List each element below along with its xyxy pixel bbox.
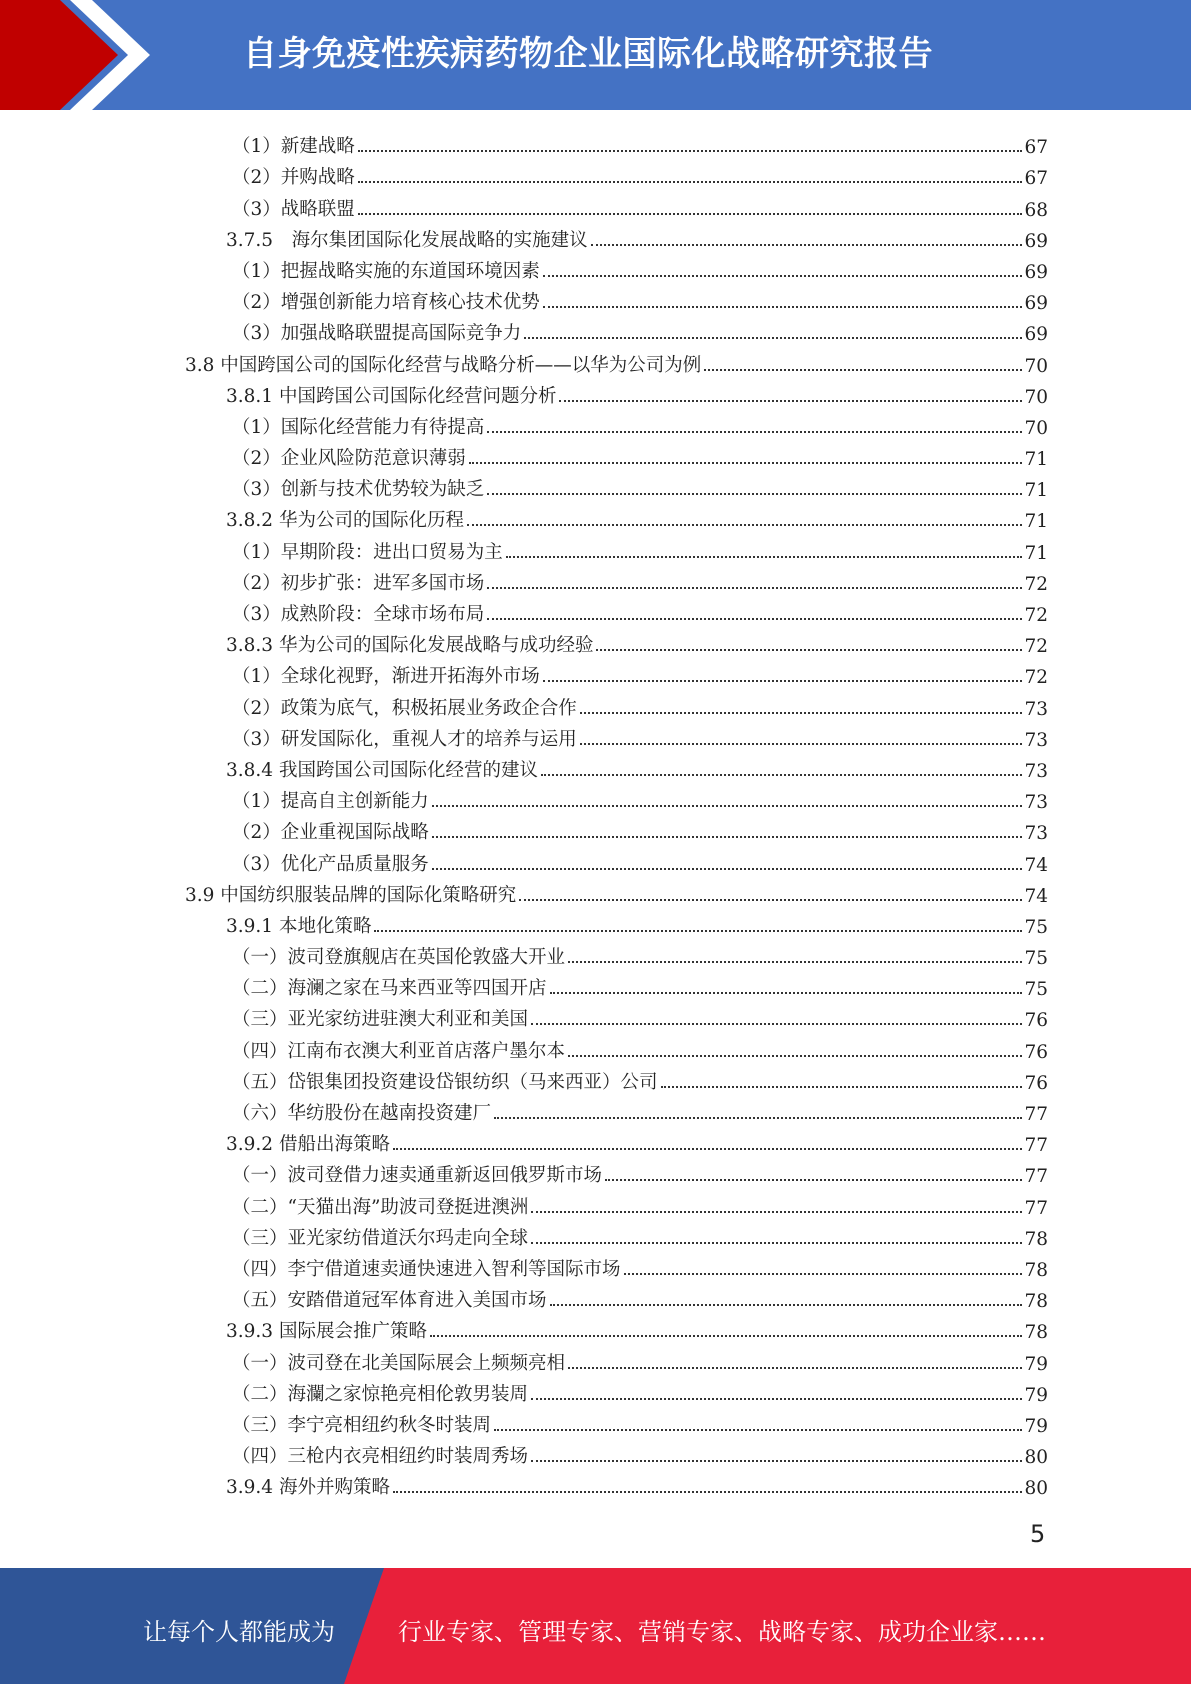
toc-entry-label: （2）企业风险防范意识薄弱 <box>232 448 466 470</box>
toc-entry-page-number: 78 <box>1024 1259 1048 1281</box>
toc-entry-label: （2）企业重视国际战略 <box>232 822 429 844</box>
toc-entry[interactable] <box>0 221 1048 252</box>
toc-entry-label: 3.9.1 本地化策略 <box>226 915 372 937</box>
toc-entry-page-number: 71 <box>1024 542 1048 564</box>
toc-entry[interactable] <box>0 751 1048 782</box>
toc-dot-leader <box>550 1304 1023 1306</box>
toc-dot-leader <box>580 712 1023 714</box>
toc-entry[interactable] <box>0 158 1048 189</box>
footer-slogan-right: 行业专家、管理专家、营销专家、战略专家、成功企业家…… <box>398 1618 1046 1646</box>
toc-entry-label: （3）优化产品质量服务 <box>232 853 429 875</box>
toc-entry[interactable] <box>0 283 1048 314</box>
toc-entry-page-number: 79 <box>1024 1384 1048 1406</box>
toc-entry[interactable] <box>0 470 1048 501</box>
toc-dot-leader <box>568 1367 1022 1369</box>
toc-entry-page-number: 78 <box>1024 1291 1048 1313</box>
toc-entry-label: 3.8.1 中国跨国公司国际化经营问题分析 <box>226 385 557 407</box>
toc-dot-leader <box>605 1179 1022 1181</box>
toc-entry-page-number: 70 <box>1024 355 1048 377</box>
toc-entry-label: （3）研发国际化，重视人才的培养与运用 <box>232 728 577 750</box>
toc-entry-label: （3）战略联盟 <box>232 198 355 220</box>
toc-dot-leader <box>469 462 1023 464</box>
toc-dot-leader <box>568 1055 1022 1057</box>
toc-entry-page-number: 78 <box>1024 1322 1048 1344</box>
toc-entry-page-number: 73 <box>1024 823 1048 845</box>
toc-entry[interactable] <box>0 782 1048 813</box>
toc-entry[interactable] <box>0 252 1048 283</box>
toc-entry-page-number: 80 <box>1024 1478 1048 1500</box>
toc-dot-leader <box>487 431 1022 433</box>
toc-entry[interactable] <box>0 1281 1048 1312</box>
toc-dot-leader <box>543 680 1023 682</box>
toc-dot-leader <box>393 1148 1022 1150</box>
toc-entry[interactable] <box>0 657 1048 688</box>
report-title: 自身免疫性疾病药物企业国际化战略研究报告 <box>243 34 933 74</box>
toc-entry-page-number: 80 <box>1024 1447 1048 1469</box>
toc-dot-leader <box>506 556 1023 558</box>
toc-entry-page-number: 77 <box>1024 1166 1048 1188</box>
toc-dot-leader <box>494 1117 1022 1119</box>
toc-dot-leader <box>559 400 1022 402</box>
toc-entry-page-number: 71 <box>1024 480 1048 502</box>
toc-entry-page-number: 76 <box>1024 1010 1048 1032</box>
toc-entry-label: （五）安踏借道冠军体育进入美国市场 <box>232 1290 547 1312</box>
toc-entry[interactable] <box>0 1219 1048 1250</box>
toc-entry-label: （1）全球化视野，渐进开拓海外市场 <box>232 666 540 688</box>
toc-entry-label: （一）波司登借力速卖通重新返回俄罗斯市场 <box>232 1165 603 1187</box>
toc-entry[interactable] <box>0 439 1048 470</box>
toc-entry[interactable] <box>0 345 1048 376</box>
toc-entry-page-number: 76 <box>1024 1072 1048 1094</box>
toc-dot-leader <box>432 805 1023 807</box>
toc-dot-leader <box>543 306 1023 308</box>
toc-entry-label: （四）江南布衣澳大利亚首店落户墨尔本 <box>232 1040 566 1062</box>
toc-dot-leader <box>494 1429 1022 1431</box>
toc-entry-page-number: 72 <box>1024 605 1048 626</box>
toc-entry[interactable] <box>0 532 1048 563</box>
toc-entry[interactable] <box>0 969 1048 1000</box>
toc-dot-leader <box>531 1460 1022 1462</box>
toc-entry-label: （二）海澜之家在马来西亚等四国开店 <box>232 978 547 1000</box>
toc-dot-leader <box>531 1211 1022 1213</box>
toc-entry-page-number: 77 <box>1024 1135 1048 1157</box>
toc-entry[interactable] <box>0 1156 1048 1187</box>
toc-entry-label: （2）并购战略 <box>232 167 355 189</box>
toc-dot-leader <box>430 1335 1022 1337</box>
toc-entry-label: （六）华纺股份在越南投资建厂 <box>232 1103 492 1124</box>
toc-entry-page-number: 75 <box>1024 916 1048 938</box>
toc-entry-label: （3）成熟阶段：全球市场布局 <box>232 604 485 625</box>
toc-entry-page-number: 76 <box>1024 1041 1048 1063</box>
toc-dot-leader <box>543 275 1023 277</box>
toc-entry[interactable] <box>0 1250 1048 1281</box>
toc-entry-label: （五）岱银集团投资建设岱银纺织（马来西亚）公司 <box>232 1071 658 1093</box>
toc-entry-page-number: 73 <box>1024 729 1048 751</box>
toc-entry-label: （三）亚光家纺借道沃尔玛走向全球 <box>232 1227 529 1249</box>
toc-dot-leader <box>358 181 1023 183</box>
toc-entry[interactable] <box>0 1063 1048 1094</box>
toc-dot-leader <box>591 244 1023 246</box>
toc-entry-label: （四）李宁借道速卖通快速进入智利等国际市场 <box>232 1258 621 1280</box>
toc-entry[interactable] <box>0 907 1048 938</box>
toc-entry[interactable] <box>0 876 1048 907</box>
toc-entry[interactable] <box>0 1468 1048 1499</box>
toc-entry[interactable] <box>0 314 1048 345</box>
toc-dot-leader <box>487 587 1022 589</box>
footer-slogan-left: 让每个人都能成为 <box>143 1618 335 1646</box>
toc-entry-page-number: 74 <box>1024 885 1048 907</box>
toc-dot-leader <box>704 369 1022 371</box>
toc-entry[interactable] <box>0 189 1048 220</box>
toc-entry-label: （一）波司登在北美国际展会上频频亮相 <box>232 1352 566 1374</box>
toc-entry-page-number: 77 <box>1024 1197 1048 1219</box>
toc-entry-page-number: 77 <box>1024 1104 1048 1125</box>
toc-entry-page-number: 70 <box>1024 386 1048 408</box>
toc-entry-label: 3.8 中国跨国公司的国际化经营与战略分析——以华为公司为例 <box>185 354 702 376</box>
toc-entry[interactable] <box>0 688 1048 719</box>
toc-dot-leader <box>531 1398 1022 1400</box>
toc-entry-page-number: 72 <box>1024 636 1048 658</box>
toc-entry-page-number: 69 <box>1024 230 1048 252</box>
toc-dot-leader <box>467 524 1022 526</box>
toc-entry-label: （三）李宁亮相纽约秋冬时装周 <box>232 1414 492 1436</box>
toc-entry[interactable] <box>0 1406 1048 1437</box>
toc-entry-label: （1）新建战略 <box>232 136 355 158</box>
toc-entry-label: （四）三枪内衣亮相纽约时装周秀场 <box>232 1446 529 1468</box>
toc-entry[interactable] <box>0 844 1048 875</box>
toc-entry-label: （三）亚光家纺进驻澳大利亚和美国 <box>232 1009 529 1031</box>
toc-entry-page-number: 68 <box>1024 199 1048 221</box>
toc-entry-page-number: 69 <box>1024 261 1048 283</box>
toc-dot-leader <box>358 150 1023 152</box>
toc-entry-label: 3.7.5 海尔集团国际化发展战略的实施建议 <box>226 229 588 251</box>
toc-entry[interactable] <box>0 1187 1048 1218</box>
toc-entry-page-number: 67 <box>1024 137 1048 159</box>
toc-entry-page-number: 75 <box>1024 948 1048 970</box>
toc-entry-label: （1）提高自主创新能力 <box>232 791 429 813</box>
toc-entry-page-number: 67 <box>1024 168 1048 190</box>
toc-entry-page-number: 69 <box>1024 293 1048 315</box>
toc-entry-label: （2）增强创新能力培育核心技术优势 <box>232 292 540 314</box>
toc-entry-page-number: 71 <box>1024 511 1048 533</box>
toc-entry-page-number: 75 <box>1024 979 1048 1001</box>
toc-entry-label: （2）初步扩张：进军多国市场 <box>232 572 485 594</box>
toc-entry[interactable] <box>0 1094 1048 1125</box>
toc-dot-leader <box>519 899 1022 901</box>
toc-dot-leader <box>531 1242 1022 1244</box>
toc-dot-leader <box>624 1273 1023 1275</box>
toc-entry-label: 3.8.4 我国跨国公司国际化经营的建议 <box>226 759 538 781</box>
toc-entry-page-number: 70 <box>1024 417 1048 439</box>
toc-entry[interactable] <box>0 1125 1048 1156</box>
toc-entry-label: 3.9.4 海外并购策略 <box>226 1477 390 1499</box>
toc-entry-page-number: 78 <box>1024 1228 1048 1250</box>
toc-entry[interactable] <box>0 813 1048 844</box>
toc-dot-leader <box>524 337 1022 339</box>
toc-entry[interactable] <box>0 564 1048 595</box>
toc-entry[interactable] <box>0 1312 1048 1343</box>
toc-entry-page-number: 69 <box>1024 324 1048 346</box>
toc-dot-leader <box>580 743 1023 745</box>
toc-dot-leader <box>487 493 1022 495</box>
page-number: 5 <box>1030 1520 1046 1548</box>
toc-entry-page-number: 72 <box>1024 667 1048 689</box>
toc-dot-leader <box>432 836 1023 838</box>
toc-entry[interactable] <box>0 595 1048 626</box>
toc-dot-leader <box>393 1491 1022 1493</box>
toc-entry-page-number: 79 <box>1024 1415 1048 1437</box>
toc-entry-page-number: 73 <box>1024 792 1048 814</box>
page-header <box>0 0 1191 110</box>
table-of-contents <box>0 127 1191 1499</box>
toc-entry-label: （1）国际化经营能力有待提高 <box>232 416 485 438</box>
toc-dot-leader <box>550 992 1023 994</box>
toc-dot-leader <box>541 774 1022 776</box>
toc-entry[interactable] <box>0 501 1048 532</box>
toc-entry-label: 3.8.2 华为公司的国际化历程 <box>226 510 464 532</box>
toc-entry-label: （1）早期阶段：进出口贸易为主 <box>232 541 503 563</box>
toc-entry[interactable] <box>0 127 1048 158</box>
toc-entry-page-number: 79 <box>1024 1353 1048 1375</box>
toc-dot-leader <box>374 930 1022 932</box>
toc-dot-leader <box>568 961 1022 963</box>
toc-entry[interactable] <box>0 1000 1048 1031</box>
toc-entry-label: 3.9.3 国际展会推广策略 <box>226 1321 427 1343</box>
toc-dot-leader <box>432 868 1023 870</box>
toc-entry-label: （一）波司登旗舰店在英国伦敦盛大开业 <box>232 947 566 969</box>
toc-entry[interactable] <box>0 938 1048 969</box>
toc-entry-label: （3）加强战略联盟提高国际竞争力 <box>232 323 522 345</box>
toc-entry-label: （2）政策为底气，积极拓展业务政企合作 <box>232 697 577 719</box>
toc-entry[interactable] <box>0 1031 1048 1062</box>
toc-entry[interactable] <box>0 408 1048 439</box>
page-footer <box>0 1568 1191 1684</box>
toc-dot-leader <box>596 649 1022 651</box>
toc-dot-leader <box>661 1086 1023 1088</box>
toc-entry[interactable] <box>0 1343 1048 1374</box>
toc-entry-label: 3.9.2 借船出海策略 <box>226 1134 390 1156</box>
toc-dot-leader <box>358 213 1023 215</box>
toc-entry-label: 3.9 中国纺织服装品牌的国际化策略研究 <box>185 884 517 906</box>
toc-entry-label: 3.8.3 华为公司的国际化发展战略与成功经验 <box>226 635 594 657</box>
toc-dot-leader <box>531 1023 1022 1025</box>
toc-entry[interactable] <box>0 1375 1048 1406</box>
toc-entry-page-number: 72 <box>1024 573 1048 595</box>
toc-entry-page-number: 74 <box>1024 854 1048 876</box>
toc-entry-page-number: 73 <box>1024 760 1048 782</box>
toc-entry[interactable] <box>0 377 1048 408</box>
toc-dot-leader <box>487 618 1022 620</box>
toc-entry[interactable] <box>0 720 1048 751</box>
toc-entry-label: （3）创新与技术优势较为缺乏 <box>232 479 485 501</box>
toc-entry-label: （二）“天猫出海”助波司登挺进澳洲 <box>232 1196 529 1218</box>
toc-entry-page-number: 73 <box>1024 698 1048 720</box>
toc-entry[interactable] <box>0 1437 1048 1468</box>
toc-entry-page-number: 71 <box>1024 449 1048 471</box>
toc-entry-label: （1）把握战略实施的东道国环境因素 <box>232 260 540 282</box>
toc-entry[interactable] <box>0 626 1048 657</box>
toc-entry-label: （二）海瀾之家惊艳亮相伦敦男装周 <box>232 1383 529 1405</box>
